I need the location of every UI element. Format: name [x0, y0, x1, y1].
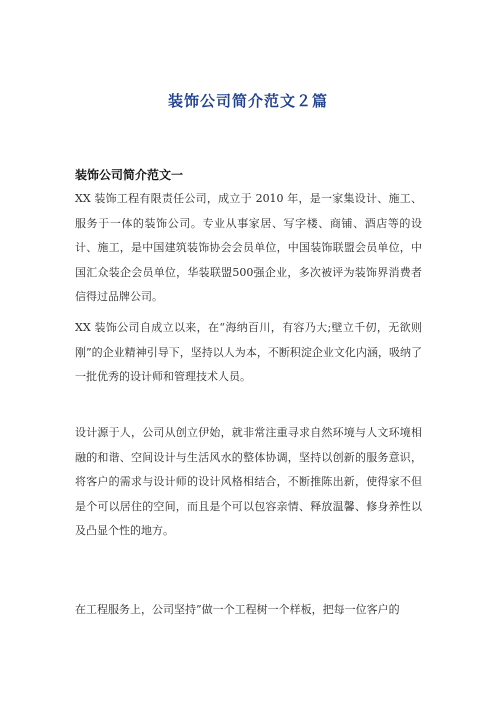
section-heading: 装饰公司简介范文一	[75, 168, 184, 182]
paragraph-engineering-service: 在工程服务上，公司坚持”做一个工程树一个样板，把每一位客户的	[75, 603, 400, 616]
paragraph-company-intro: XX 装饰工程有限责任公司，成立于 2010 年，是一家集设计、施工、服务于一体的装饰公司。专业从事家居、写字楼、商铺、酒店等的设计、施工，是中国建筑装饰协会会员单位，中国装饰联盟会员单位，中国汇众装企会员单位，华装联盟500强企业，多次被评为装饰界消费者信得过品牌公司。	[75, 192, 422, 303]
paragraph-company-spirit: XX 装饰公司自成立以来，在“海纳百川，有容乃大;壁立千仞，无欲则刚”的企业精神引导下，坚持以人为本，不断积淀企业文化内涵，吸纳了一批优秀的设计师和管理技术人员。	[75, 321, 422, 383]
document-title: 装饰公司简介范文２篇	[167, 92, 328, 110]
paragraph-design-philosophy: 设计源于人，公司从创立伊始，就非常注重寻求自然环境与人文环境相融的和谐、空间设计与生活风水的整体协调，坚持以创新的服务意识，将客户的需求与设计师的设计风格相结合，不断推陈出新，使得家不但是个可以居住的空间，而且是个可以包容亲情、释放温馨、修身养性以及凸显个性的地方。	[75, 426, 422, 537]
